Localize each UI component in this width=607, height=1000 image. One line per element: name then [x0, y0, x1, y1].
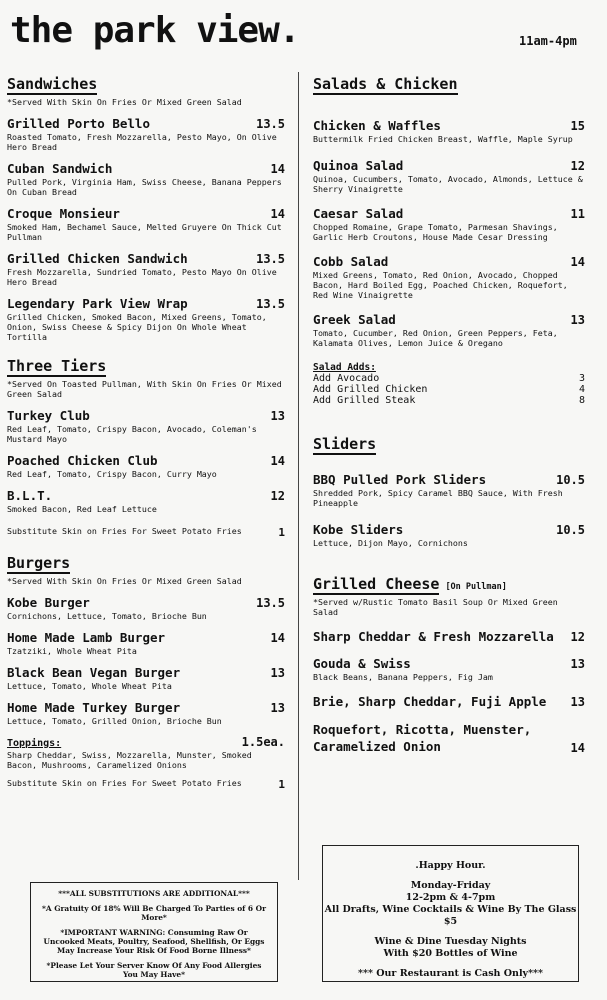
tuesday-line-1: Wine & Dine Tuesday Nights — [374, 936, 527, 947]
notice-allergies: *Please Let Your Server Know Of Any Food Allergies You May Have* — [46, 961, 262, 979]
item-desc: Quinoa, Cucumbers, Tomato, Avocado, Almonds, Lettuce & Sherry Vinaigrette — [313, 174, 583, 194]
item-desc: Black Beans, Banana Peppers, Fig Jam — [313, 672, 493, 682]
item-price: 13.5 — [256, 252, 285, 266]
add-name: Add Grilled Steak — [313, 395, 416, 406]
menu-item — [313, 118, 585, 144]
opening-hours: 11am-4pm — [519, 34, 577, 48]
section-title: Grilled Cheese — [313, 575, 440, 593]
sliders-section — [313, 434, 585, 548]
item-price: 13.5 — [256, 117, 285, 131]
menu-item — [313, 721, 585, 755]
menu-item — [313, 158, 585, 194]
item-name: Sharp Cheddar & Fresh Mozzarella — [313, 629, 554, 644]
menu-item — [7, 251, 285, 287]
item-desc: Smoked Ham, Bechamel Sauce, Melted Gruyere On Thick Cut Pullman — [7, 222, 282, 242]
notice-warning: *IMPORTANT WARNING: Consuming Raw Or Uncooked Meats, Poultry, Seafood, Shellfish, Or Eggs May Increase Your Risk Of Food Borne Illness* — [43, 928, 265, 955]
salad-add-item — [313, 384, 585, 395]
item-name: Chicken & Waffles — [313, 118, 441, 133]
item-name: Caesar Salad — [313, 206, 404, 221]
item-desc: Lettuce, Tomato, Whole Wheat Pita — [7, 681, 172, 691]
notice-substitutions: ***ALL SUBSTITUTIONS ARE ADDITIONAL*** — [58, 889, 250, 898]
item-name: Grilled Porto Bello — [7, 116, 150, 131]
item-price: 13 — [270, 409, 285, 423]
item-name: B.L.T. — [7, 488, 53, 503]
notice-gratuity: *A Gratuity Of 18% Will Be Charged To Parties of 6 Or More* — [42, 904, 266, 922]
salad-add-item — [313, 395, 585, 406]
item-price: 15 — [570, 119, 585, 133]
item-name: Kobe Burger — [7, 595, 90, 610]
toppings — [7, 735, 285, 770]
item-desc: Mixed Greens, Tomato, Red Onion, Avocado, Chopped Bacon, Hard Boiled Egg, Poached Chicken, Roquefort, Red Wine Vinaigrette — [313, 270, 568, 300]
item-desc: Tzatziki, Whole Wheat Pita — [7, 646, 137, 656]
menu-item — [7, 595, 285, 621]
section-title: Salads & Chicken — [313, 75, 458, 93]
item-name: Gouda & Swiss — [313, 656, 411, 671]
item-name: Kobe Sliders — [313, 522, 404, 537]
section-title: Sliders — [313, 435, 377, 453]
happy-hour-days: Monday-Friday — [410, 880, 491, 891]
three-tiers-section — [7, 356, 285, 539]
item-price: 10.5 — [556, 473, 585, 487]
column-divider — [298, 72, 299, 880]
item-price: 14 — [570, 255, 585, 269]
item-price: 14 — [570, 741, 585, 755]
toppings-desc: Sharp Cheddar, Swiss, Mozzarella, Munster, Smoked Bacon, Mushrooms, Caramelized Onions — [7, 750, 252, 770]
section-tag: [On Pullman] — [445, 582, 507, 592]
menu-item — [7, 700, 285, 726]
item-desc: Cornichons, Lettuce, Tomato, Brioche Bun — [7, 611, 207, 621]
item-desc: Lettuce, Tomato, Grilled Onion, Brioche Bun — [7, 716, 222, 726]
menu-item — [313, 312, 585, 348]
menu-item — [7, 296, 285, 342]
item-desc: Lettuce, Dijon Mayo, Cornichons — [313, 538, 468, 548]
restaurant-title: the park view. — [10, 10, 300, 51]
menu-item — [313, 254, 585, 300]
menu-item — [313, 694, 585, 709]
item-name: BBQ Pulled Pork Sliders — [313, 472, 487, 487]
happy-hour-deal: All Drafts, Wine Cocktails & Wine By The Glass $5 — [324, 904, 577, 927]
grilled-cheese-section — [313, 576, 585, 755]
add-price: 8 — [578, 395, 585, 406]
add-name: Add Avocado — [313, 373, 380, 384]
salad-adds-list — [313, 373, 585, 406]
section-note: *Served w/Rustic Tomato Basil Soup Or Mixed Green Salad — [313, 597, 558, 617]
menu-item — [313, 206, 585, 242]
happy-hour-title: .Happy Hour. — [415, 860, 486, 871]
item-name: Brie, Sharp Cheddar, Fuji Apple — [313, 694, 547, 709]
item-price: 11 — [570, 207, 585, 221]
item-name: Black Bean Vegan Burger — [7, 665, 181, 680]
item-price: 13 — [270, 701, 285, 715]
item-name: Croque Monsieur — [7, 206, 120, 221]
sandwiches-section — [7, 74, 285, 342]
item-name: Cobb Salad — [313, 254, 389, 269]
tuesday-line-2: With $20 Bottles of Wine — [383, 948, 518, 959]
section-note: *Served With Skin On Fries Or Mixed Green Salad — [7, 97, 242, 107]
add-price: 3 — [578, 373, 585, 384]
substitute-text: Substitute Skin on Fries For Sweet Potato Fries — [7, 526, 242, 536]
substitute-price: 1 — [278, 778, 285, 791]
menu-item — [7, 665, 285, 691]
item-price: 14 — [270, 631, 285, 645]
item-price: 13.5 — [256, 596, 285, 610]
item-price: 13.5 — [256, 297, 285, 311]
item-price: 14 — [270, 454, 285, 468]
item-price: 13 — [570, 313, 585, 327]
menu-item — [313, 656, 585, 682]
menu-item — [313, 629, 585, 644]
menu-item — [7, 453, 285, 479]
item-price: 12 — [570, 159, 585, 173]
item-name: Turkey Club — [7, 408, 90, 423]
toppings-price: 1.5ea. — [241, 735, 285, 749]
salads-section — [313, 74, 585, 406]
happy-hour-box — [322, 845, 579, 982]
item-desc: Chopped Romaine, Grape Tomato, Parmesan Shavings, Garlic Herb Croutons, House Made Cesar Dressing — [313, 222, 558, 242]
item-desc: Roasted Tomato, Fresh Mozzarella, Pesto Mayo, On Olive Hero Bread — [7, 132, 277, 152]
menu-item — [7, 630, 285, 656]
item-price: 14 — [270, 162, 285, 176]
item-price: 12 — [570, 630, 585, 644]
section-title: Three Tiers — [7, 357, 107, 375]
item-name: Roquefort, Ricotta, Muenster, Caramelized Onion — [313, 722, 532, 754]
item-price: 13 — [270, 666, 285, 680]
substitute-line — [7, 778, 285, 791]
salad-adds-title: Salad Adds: — [313, 362, 376, 373]
substitute-text: Substitute Skin on Fries For Sweet Potato Fries — [7, 778, 242, 788]
policy-notice-box — [30, 882, 278, 982]
substitute-line — [7, 526, 285, 539]
menu-item — [7, 161, 285, 197]
item-name: Home Made Lamb Burger — [7, 630, 166, 645]
item-desc: Fresh Mozzarella, Sundried Tomato, Pesto Mayo On Olive Hero Bread — [7, 267, 277, 287]
menu-item — [7, 408, 285, 444]
item-name: Poached Chicken Club — [7, 453, 158, 468]
item-desc: Red Leaf, Tomato, Crispy Bacon, Avocado, Coleman's Mustard Mayo — [7, 424, 257, 444]
item-price: 10.5 — [556, 523, 585, 537]
item-desc: Shredded Pork, Spicy Caramel BBQ Sauce, With Fresh Pineapple — [313, 488, 563, 508]
burgers-section — [7, 553, 285, 791]
menu-item — [313, 472, 585, 508]
item-name: Home Made Turkey Burger — [7, 700, 181, 715]
item-name: Grilled Chicken Sandwich — [7, 251, 188, 266]
item-price: 12 — [270, 489, 285, 503]
right-column — [313, 74, 585, 755]
cash-only-notice: *** Our Restaurant is Cash Only*** — [358, 968, 543, 979]
item-desc: Buttermilk Fried Chicken Breast, Waffle, Maple Syrup — [313, 134, 573, 144]
item-name: Legendary Park View Wrap — [7, 296, 188, 311]
menu-item — [7, 488, 285, 514]
item-name: Cuban Sandwich — [7, 161, 113, 176]
menu-item — [7, 206, 285, 242]
item-name: Greek Salad — [313, 312, 396, 327]
item-price: 13 — [570, 695, 585, 709]
item-name: Quinoa Salad — [313, 158, 404, 173]
section-title: Sandwiches — [7, 75, 98, 93]
item-price: 14 — [270, 207, 285, 221]
item-desc: Grilled Chicken, Smoked Bacon, Mixed Greens, Tomato, Onion, Swiss Cheese & Spicy Dijon On Whole Wheat Tortilla — [7, 312, 267, 342]
happy-hour-times: 12-2pm & 4-7pm — [405, 892, 496, 903]
add-price: 4 — [578, 384, 585, 395]
left-column — [7, 74, 285, 791]
salad-add-item — [313, 373, 585, 384]
add-name: Add Grilled Chicken — [313, 384, 428, 395]
section-note: *Served On Toasted Pullman, With Skin On Fries Or Mixed Green Salad — [7, 379, 282, 399]
toppings-label: Toppings: — [7, 738, 62, 749]
section-note: *Served With Skin On Fries Or Mixed Green Salad — [7, 576, 242, 586]
item-desc: Tomato, Cucumber, Red Onion, Green Peppers, Feta, Kalamata Olives, Lemon Juice & Oregano — [313, 328, 558, 348]
menu-item — [313, 522, 585, 548]
section-title: Burgers — [7, 554, 71, 572]
item-desc: Pulled Pork, Virginia Ham, Swiss Cheese, Banana Peppers On Cuban Bread — [7, 177, 282, 197]
item-list — [7, 116, 285, 342]
item-desc: Smoked Bacon, Red Leaf Lettuce — [7, 504, 157, 514]
menu-item — [7, 116, 285, 152]
item-price: 13 — [570, 657, 585, 671]
item-desc: Red Leaf, Tomato, Crispy Bacon, Curry Mayo — [7, 469, 217, 479]
substitute-price: 1 — [278, 526, 285, 539]
